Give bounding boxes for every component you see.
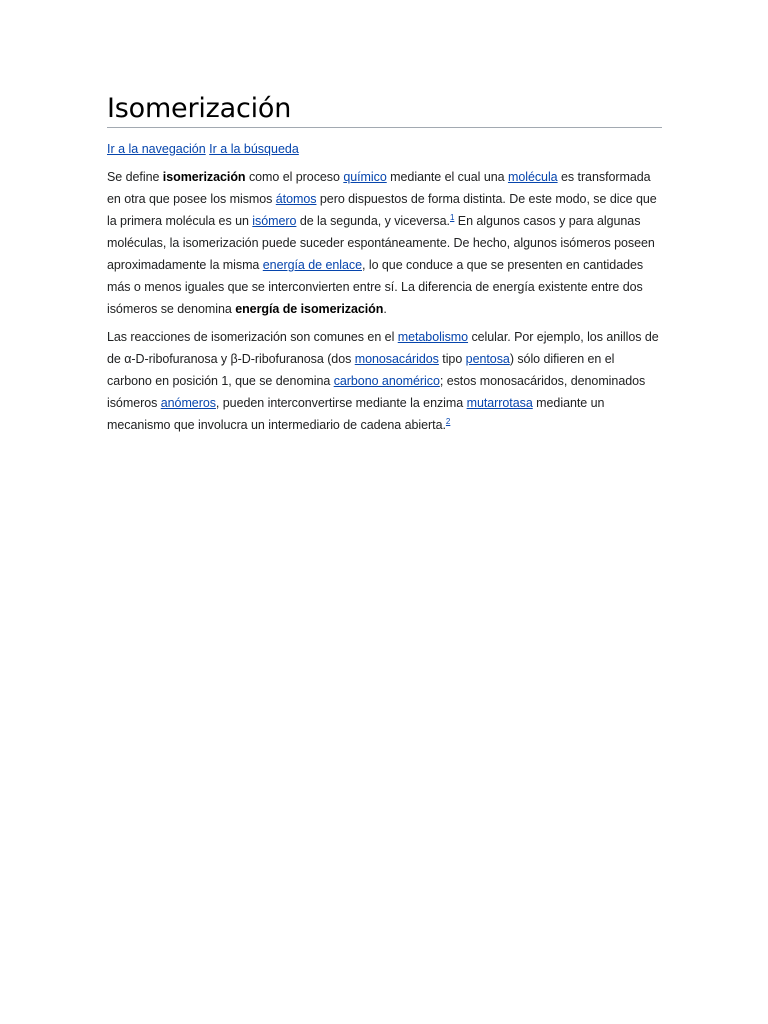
article (107, 92, 662, 436)
text: En algunos casos y para algunas moléculas, la isomerización puede suceder espontáneamente. De hecho, algunos isómeros poseen aproximadamente la misma (107, 214, 655, 272)
link-molecula[interactable]: molécula (507, 170, 558, 184)
jump-to-search-link[interactable]: Ir a la búsqueda (209, 142, 299, 156)
jump-to-navigation-link[interactable]: Ir a la navegación (107, 142, 206, 156)
reference-2-link[interactable]: 2 (445, 416, 451, 426)
text: celular. Por ejemplo, los anillos de de α-D-ribofuranosa y β-D-ribofuranosa (dos (107, 330, 659, 366)
link-energia-de-enlace[interactable]: energía de enlace (262, 258, 362, 272)
text: Se define (107, 170, 163, 184)
link-quimico[interactable]: químico (343, 170, 387, 184)
reference-2[interactable] (446, 417, 450, 426)
text: . (383, 302, 387, 316)
link-pentosa[interactable]: pentosa (465, 352, 510, 366)
text: , pueden interconvertirse mediante la enzima (215, 396, 467, 410)
bold-term-isomerizacion: isomerización (162, 170, 246, 184)
text: tipo (438, 352, 466, 366)
text: , lo que conduce a que se presenten en cantidades más o menos iguales que se interconvierten entre sí. La diferencia de energía existente entre dos isómeros se denomina (107, 258, 644, 316)
reference-1-link[interactable]: 1 (449, 212, 455, 222)
link-monosacaridos[interactable]: monosacáridos (354, 352, 439, 366)
text: como el proceso (245, 170, 344, 184)
paragraph-definition (107, 166, 662, 320)
link-atomos[interactable]: átomos (275, 192, 317, 206)
link-carbono-anomerico[interactable]: carbono anomérico (333, 374, 440, 388)
text: es transformada en otra que posee los mismos (107, 170, 651, 206)
link-anomeros[interactable]: anómeros (160, 396, 216, 410)
page-title: Isomerización (107, 92, 662, 128)
text: de la segunda, y viceversa. (296, 214, 450, 228)
text: Las reacciones de isomerización son comunes en el (107, 330, 398, 344)
text: mediante un mecanismo que involucra un intermediario de cadena abierta. (107, 396, 605, 432)
paragraph-metabolism (107, 326, 662, 436)
text: mediante el cual una (386, 170, 508, 184)
link-isomero[interactable]: isómero (252, 214, 297, 228)
bold-term-energia-de-isomerizacion: energía de isomerización (235, 302, 384, 316)
jump-links (107, 140, 662, 158)
text: ; estos monosacáridos, denominados isómeros (107, 374, 646, 410)
link-mutarrotasa[interactable]: mutarrotasa (466, 396, 533, 410)
text: pero dispuestos de forma distinta. De este modo, se dice que la primera molécula es un (107, 192, 657, 228)
link-metabolismo[interactable]: metabolismo (397, 330, 469, 344)
text: ) sólo difieren en el carbono en posición 1, que se denomina (107, 352, 615, 388)
